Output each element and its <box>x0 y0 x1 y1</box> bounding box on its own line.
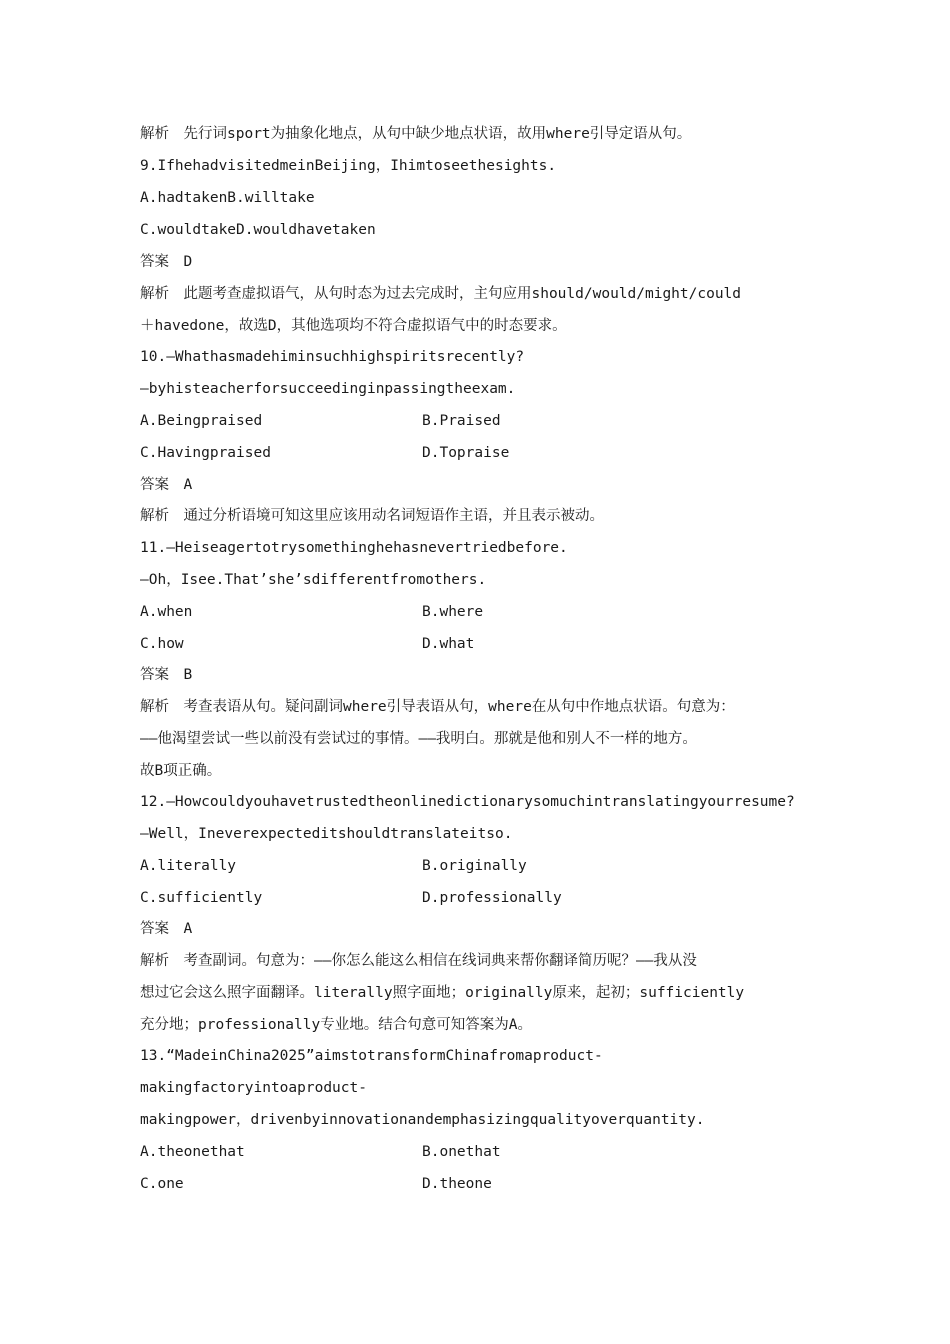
option-13-b: B.onethat <box>422 1144 501 1160</box>
explanation-12-line2: 想过它会这么照字面翻译。literally照字面地；originally原来，起初；sufficiently <box>140 985 745 1001</box>
question-10-line2: —byhisteacherforsucceedinginpassingtheexam. <box>140 381 516 397</box>
option-10-a: A.Beingpraised <box>140 413 263 429</box>
answer-11: 答案 B <box>140 667 193 683</box>
question-11-line2: —Oh，Isee.That’she’sdifferentfromothers. <box>140 572 487 588</box>
explanation-9-line2: ＋havedone，故选D，其他选项均不符合虚拟语气中的时态要求。 <box>140 318 567 334</box>
option-11-d: D.what <box>422 636 475 652</box>
option-12-b: B.originally <box>422 858 527 874</box>
answer-12: 答案 A <box>140 921 193 937</box>
option-13-c: C.one <box>140 1176 184 1192</box>
answer-9: 答案 D <box>140 254 193 270</box>
option-12-d: D.professionally <box>422 890 562 906</box>
option-12-a: A.literally <box>140 858 237 874</box>
answer-10: 答案 A <box>140 477 193 493</box>
options-9-ab: A.hadtakenB.willtake <box>140 190 315 206</box>
question-13-line3: makingpower，drivenbyinnovationandemphasizingqualityoverquantity. <box>140 1112 705 1128</box>
option-13-a: A.theonethat <box>140 1144 245 1160</box>
question-12-line2: —Well，Ineverexpecteditshouldtranslateitso. <box>140 826 513 842</box>
question-10: 10.—Whathasmadehiminsuchhighspiritsrecently? <box>140 349 525 365</box>
option-12-c: C.sufficiently <box>140 890 263 906</box>
explanation-11-line1: 解析 考查表语从句。疑问副词where引导表语从句，where在从句中作地点状语。句意为： <box>140 699 735 715</box>
option-13-d: D.theone <box>422 1176 492 1192</box>
explanation-line: 解析 先行词sport为抽象化地点，从句中缺少地点状语，故用where引导定语从句。 <box>140 126 692 142</box>
question-11: 11.—Heiseagertotrysomethinghehasnevertriedbefore. <box>140 540 568 556</box>
option-10-d: D.Topraise <box>422 445 510 461</box>
explanation-10: 解析 通过分析语境可知这里应该用动名词短语作主语，并且表示被动。 <box>140 508 604 524</box>
question-12: 12.—Howcouldyouhavetrustedtheonlinedictionarysomuchintranslatingyourresume? <box>140 794 795 810</box>
question-9: 9.IfhehadvisitedmeinBeijing，Ihimtoseethesights. <box>140 158 557 174</box>
explanation-11-line3: 故B项正确。 <box>140 763 222 779</box>
explanation-12-line1: 解析 考查副词。句意为：——你怎么能这么相信在线词典来帮你翻译简历呢？——我从没 <box>140 953 697 969</box>
options-9-cd: C.wouldtakeD.wouldhavetaken <box>140 222 376 238</box>
option-10-c: C.Havingpraised <box>140 445 271 461</box>
option-11-b: B.where <box>422 604 484 620</box>
option-11-a: A.when <box>140 604 193 620</box>
option-11-c: C.how <box>140 636 184 652</box>
explanation-11-line2: ——他渴望尝试一些以前没有尝试过的事情。——我明白。那就是他和别人不一样的地方。 <box>140 731 697 747</box>
option-10-b: B.Praised <box>422 413 501 429</box>
explanation-12-line3: 充分地；professionally专业地。结合句意可知答案为A。 <box>140 1017 532 1033</box>
question-13: 13.“MadeinChina2025”aimstotransformChinafromaproduct- <box>140 1048 603 1064</box>
question-13-line2: makingfactoryintoaproduct- <box>140 1080 367 1096</box>
explanation-9-line1: 解析 此题考查虚拟语气，从句时态为过去完成时，主句应用should/would/might/could <box>140 286 742 302</box>
